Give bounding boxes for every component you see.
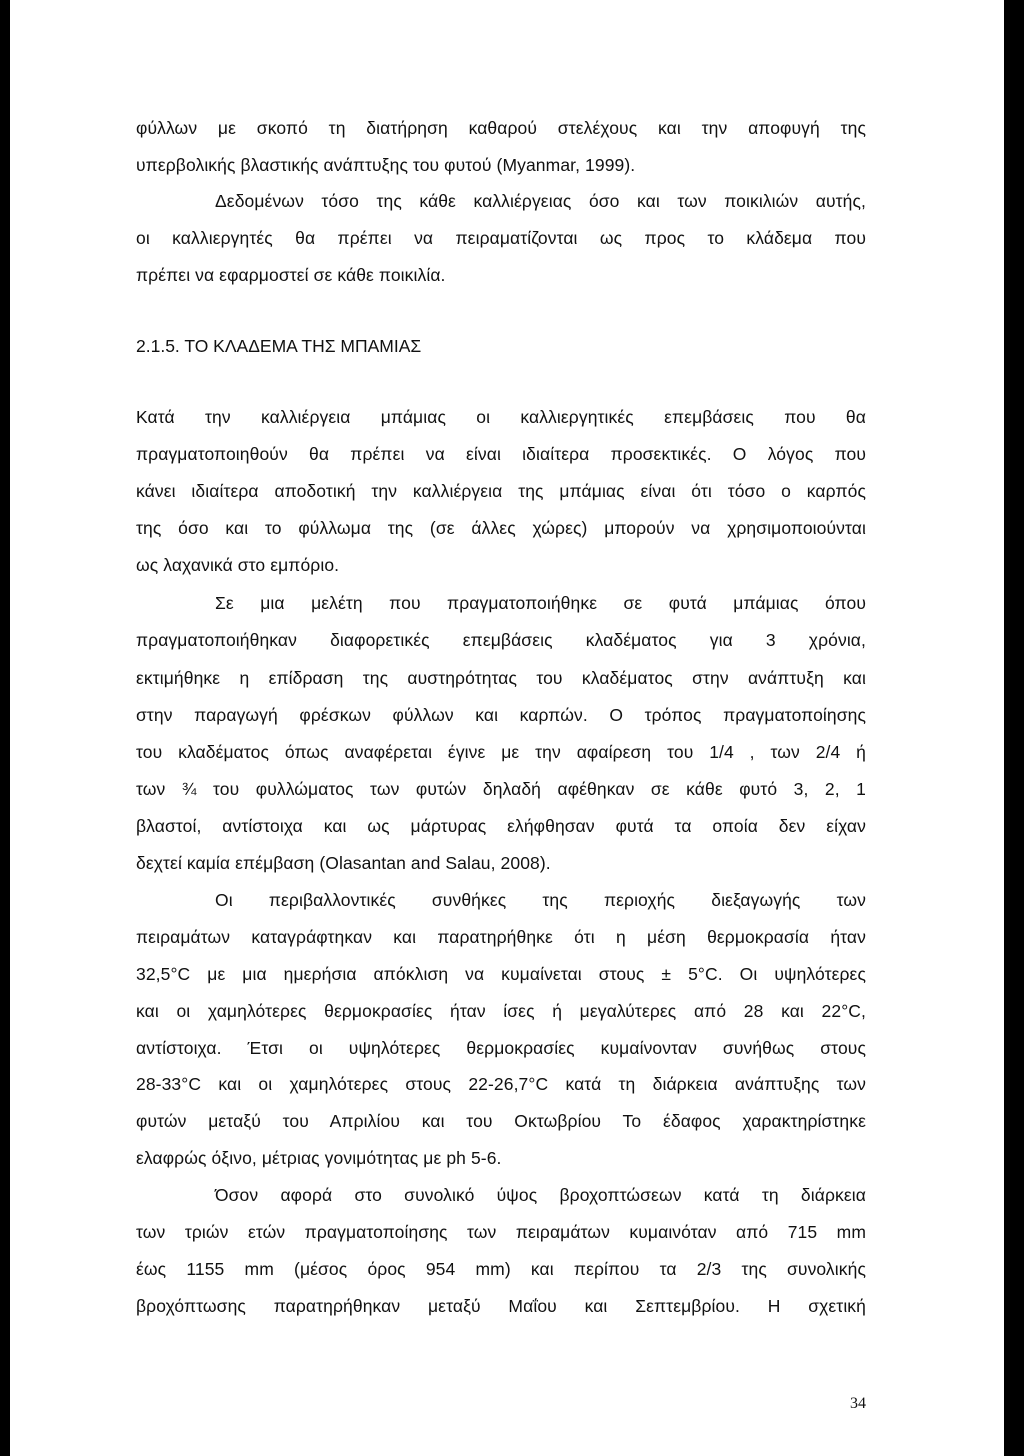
text-line: πραγματοποιήθηκαν διαφορετικές επεμβάσεις κλαδέματος για 3 χρόνια, [136, 630, 866, 650]
text-line: πραγματοποιηθούν θα πρέπει να είναι ιδιαίτερα προσεκτικές. Ο λόγος που [136, 444, 866, 464]
text-line: βροχόπτωσης παρατηρήθηκαν μεταξύ Μαΐου και Σεπτεμβρίου. Η σχετική [136, 1296, 866, 1316]
text-line: υπερβολικής βλαστικής ανάπτυξης του φυτού (Myanmar, 1999). [136, 155, 636, 175]
section-heading: 2.1.5. ΤΟ ΚΛΑΔΕΜΑ ΤΗΣ ΜΠΑΜΙΑΣ [136, 336, 422, 356]
text-line: του κλαδέματος όπως αναφέρεται έγινε με την αφαίρεση του 1/4 , των 2/4 ή [136, 742, 866, 762]
text-line: φύλλων με σκοπό τη διατήρηση καθαρού στελέχους και την αποφυγή της [136, 118, 866, 138]
text-line: 32,5°C με μια ημερήσια απόκλιση να κυμαίνεται στους ± 5°C. Οι υψηλότερες [136, 964, 866, 984]
text-line: οι καλλιεργητές θα πρέπει να πειραματίζονται ως προς το κλάδεμα που [136, 228, 866, 248]
text-line: ως λαχανικά στο εμπόριο. [136, 555, 340, 575]
text-line: πρέπει να εφαρμοστεί σε κάθε ποικιλία. [136, 265, 446, 285]
text-line: Δεδομένων τόσο της κάθε καλλιέργειας όσο και των ποικιλιών αυτής, [215, 191, 866, 211]
text-line: εκτιμήθηκε η επίδραση της αυστηρότητας του κλαδέματος στην ανάπτυξη και [136, 668, 866, 688]
text-line: Όσον αφορά στο συνολικό ύψος βροχοπτώσεων κατά τη διάρκεια [215, 1185, 866, 1205]
text-line: αντίστοιχα. Έτσι οι υψηλότερες θερμοκρασίες κυμαίνονταν συνήθως στους [136, 1038, 866, 1058]
text-line: φυτών μεταξύ του Απριλίου και του Οκτωβρίου Το έδαφος χαρακτηρίστηκε [136, 1111, 866, 1131]
text-line: ελαφρώς όξινο, μέτριας γονιμότητας με ph 5-6. [136, 1148, 502, 1168]
text-line: κάνει ιδιαίτερα αποδοτική την καλλιέργεια της μπάμιας είναι ότι τόσο ο καρπός [136, 481, 866, 501]
text-line: των ¾ του φυλλώματος των φυτών δηλαδή αφέθηκαν σε κάθε φυτό 3, 2, 1 [136, 779, 866, 799]
page-number: 34 [850, 1395, 866, 1412]
text-line: Κατά την καλλιέργεια μπάμιας οι καλλιεργητικές επεμβάσεις που θα [136, 407, 866, 427]
text-line: βλαστοί, αντίστοιχα και ως μάρτυρας ελήφθησαν φυτά τα οποία δεν είχαν [136, 816, 866, 836]
text-line: Σε μια μελέτη που πραγματοποιήθηκε σε φυτά μπάμιας όπου [215, 593, 866, 613]
text-line: έως 1155 mm (μέσος όρος 954 mm) και περίπου τα 2/3 της συνολικής [136, 1259, 866, 1279]
document-page [10, 0, 1004, 1456]
text-line: στην παραγωγή φρέσκων φύλλων και καρπών. Ο τρόπος πραγματοποίησης [136, 705, 866, 725]
text-line: της όσο και το φύλλωμα της (σε άλλες χώρες) μπορούν να χρησιμοποιούνται [136, 518, 866, 538]
text-line: δεχτεί καμία επέμβαση (Olasantan and Salau, 2008). [136, 853, 551, 873]
text-line: των τριών ετών πραγματοποίησης των πειραμάτων κυμαινόταν από 715 mm [136, 1222, 866, 1242]
text-line: και οι χαμηλότερες θερμοκρασίες ήταν ίσες ή μεγαλύτερες από 28 και 22°C, [136, 1001, 866, 1021]
text-line: Οι περιβαλλοντικές συνθήκες της περιοχής διεξαγωγής των [215, 890, 866, 910]
text-line: πειραμάτων καταγράφτηκαν και παρατηρήθηκε ότι η μέση θερμοκρασία ήταν [136, 927, 866, 947]
text-line: 28-33°C και οι χαμηλότερες στους 22-26,7°C κατά τη διάρκεια ανάπτυξης των [136, 1074, 866, 1094]
